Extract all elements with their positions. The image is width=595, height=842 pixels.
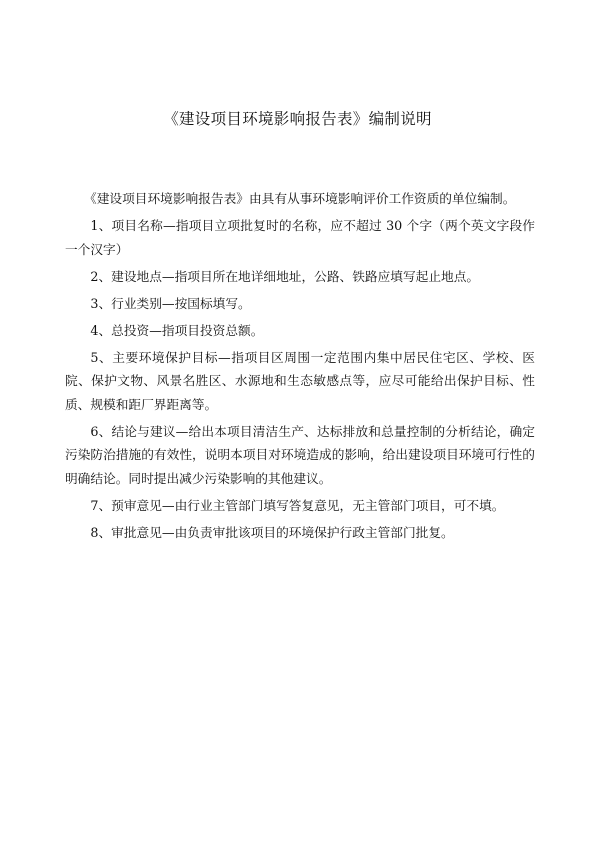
- item-approval-opinion: 8、审批意见—由负责审批该项目的环境保护行政主管部门批复。: [90, 524, 454, 540]
- item-protection-targets: 5、主要环境保护目标—指项目区周围一定范围内集中居民住宅区、学校、医院、保护文物、风景名胜区、水源地和生态敏感点等，应尽可能给出保护目标、性质、规模和距厂界距离等。: [65, 349, 535, 412]
- item-preliminary-review: 7、预审意见—由行业主管部门填写答复意见，无主管部门项目，可不填。: [90, 497, 505, 513]
- item-project-name: 1、项目名称—指项目立项批复时的名称，应不超过 30 个字（两个英文字段作一个汉字）: [65, 218, 535, 257]
- item-construction-site: 2、建设地点—指项目所在地详细地址，公路、铁路应填写起止地点。: [90, 268, 480, 284]
- item-total-investment: 4、总投资—指项目投资总额。: [90, 322, 264, 338]
- item-industry-category: 3、行业类别—按国标填写。: [90, 295, 251, 311]
- intro-paragraph: 《建设项目环境影响报告表》由具有从事环境影响评价工作资质的单位编制。: [84, 191, 516, 206]
- item-conclusions: 6、结论与建议—给出本项目清洁生产、达标排放和总量控制的分析结论，确定污染防治措施的有效性，说明本项目对环境造成的影响，给出建设项目环境可行性的明确结论。同时提出减少污染影响的其他建议。: [65, 423, 535, 486]
- document-title: 《建设项目环境影响报告表》编制说明: [163, 110, 432, 128]
- document-body: [65, 187, 535, 548]
